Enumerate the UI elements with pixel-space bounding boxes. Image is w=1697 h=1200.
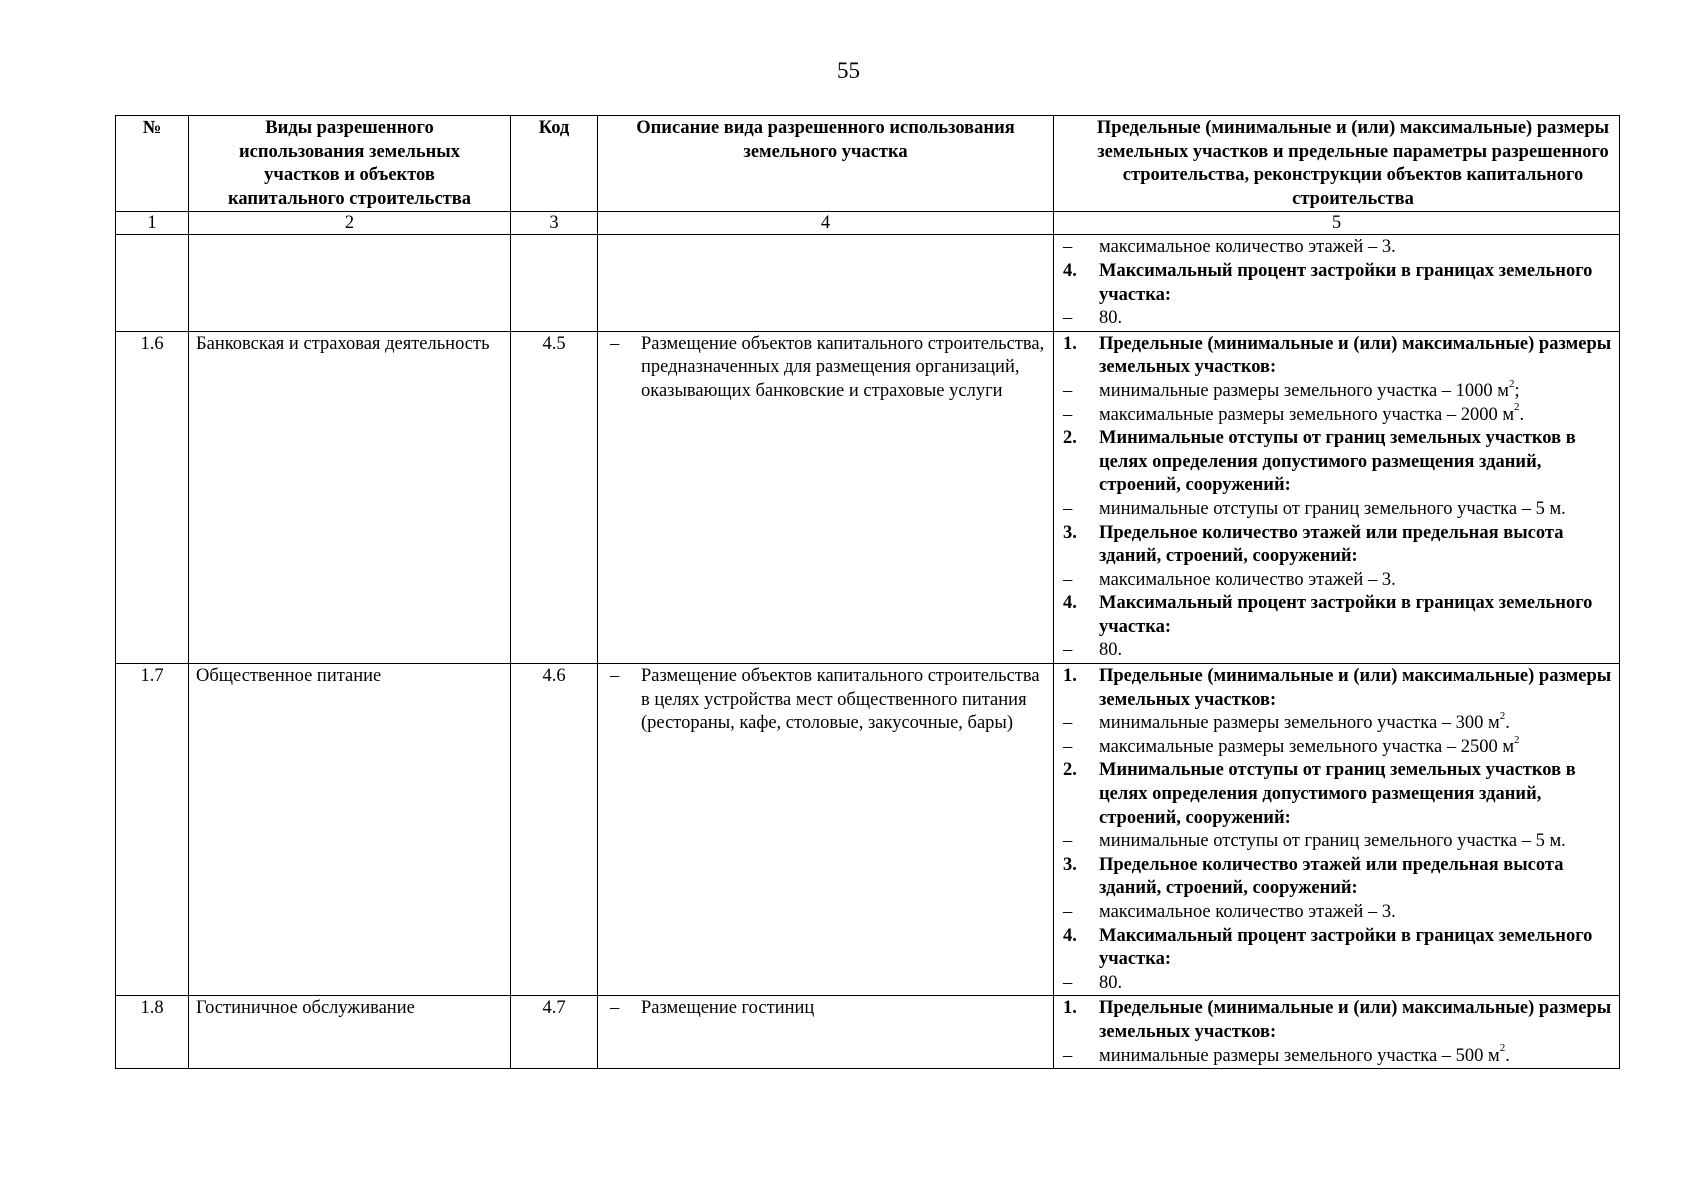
parameter-marker: 3.	[1063, 854, 1077, 875]
usage-description-cell	[598, 235, 1054, 331]
usage-code: 4.6	[511, 664, 598, 996]
column-number: 5	[1054, 212, 1620, 235]
parameter-marker: –	[1063, 902, 1073, 922]
parameter-text	[1099, 733, 1612, 760]
parameter-marker: 4.	[1063, 925, 1077, 946]
parameter-heading	[1061, 522, 1612, 569]
parameter-marker: 4.	[1063, 260, 1077, 281]
parameter-value	[1061, 377, 1612, 404]
parameter-text-content: минимальные размеры земельного участка – 1000 м	[1099, 380, 1509, 401]
row-number: 1.8	[116, 996, 189, 1069]
parameter-text	[1099, 854, 1612, 901]
table-row	[116, 996, 1620, 1069]
description-item	[605, 333, 1046, 404]
superscript: 2	[1509, 377, 1515, 390]
superscript: 2	[1514, 401, 1520, 414]
row-number	[116, 235, 189, 331]
parameter-value	[1061, 307, 1612, 331]
parameter-text-content: Минимальные отступы от границ земельных участков в целях определения допустимого размещения зданий, строений, сооружений:	[1099, 760, 1576, 828]
usage-code	[511, 235, 598, 331]
parameter-marker: –	[1063, 972, 1073, 993]
parameter-text-content: минимальные отступы от границ земельного участка – 5 м.	[1099, 498, 1566, 519]
row-number: 1.7	[116, 664, 189, 996]
parameter-text	[1099, 925, 1612, 972]
parameter-marker: 3.	[1063, 522, 1077, 543]
parameter-value	[1061, 498, 1612, 522]
table-row	[116, 235, 1620, 331]
header-code: Код	[511, 116, 598, 212]
column-number: 4	[598, 212, 1054, 235]
usage-description-cell	[598, 664, 1054, 996]
parameter-text-suffix: .	[1505, 1045, 1510, 1066]
parameter-text-suffix: .	[1519, 404, 1525, 425]
description-text: Размещение гостиниц	[641, 998, 815, 1019]
parameter-text-content: Максимальный процент застройки в границах земельного участка:	[1099, 260, 1593, 305]
parameter-text	[1099, 236, 1612, 260]
parameter-text	[1099, 639, 1612, 663]
parameter-heading	[1061, 427, 1612, 498]
column-number: 1	[116, 212, 189, 235]
parameter-text	[1099, 522, 1612, 569]
description-item	[605, 997, 1046, 1021]
parameter-text-content: Предельные (минимальные и (или) максимальные) размеры земельных участков:	[1099, 666, 1612, 710]
row-number: 1.6	[116, 331, 189, 663]
parameter-value	[1061, 972, 1612, 996]
parameter-text-content: 80.	[1099, 308, 1123, 329]
header-types: Виды разрешенного использования земельных участков и объектов капитального строительства	[189, 116, 511, 212]
parameter-marker: 1.	[1063, 998, 1077, 1019]
parameter-text-content: Максимальный процент застройки в границах земельного участка:	[1099, 925, 1593, 970]
parameter-text	[1099, 759, 1612, 830]
usage-type-name: Банковская и страховая деятельность	[189, 331, 511, 663]
parameter-text	[1099, 498, 1612, 522]
parameter-text-content: Предельные (минимальные и (или) максимальные) размеры земельных участков:	[1099, 998, 1612, 1042]
parameter-value	[1061, 901, 1612, 925]
parameter-text-suffix: ;	[1514, 380, 1520, 401]
page-number: 55	[837, 58, 860, 83]
parameter-text-content: максимальное количество этажей – 3.	[1099, 569, 1396, 590]
column-number: 3	[511, 212, 598, 235]
parameter-value	[1061, 733, 1612, 760]
parameter-marker: 1.	[1063, 666, 1077, 687]
parameter-marker: –	[1063, 237, 1073, 258]
header-row	[116, 116, 1620, 212]
parameter-marker: –	[1063, 498, 1073, 519]
parameter-text-content: максимальное количество этажей – 3.	[1099, 237, 1396, 258]
parameter-text	[1099, 260, 1612, 307]
dash-marker: –	[610, 333, 620, 354]
parameter-text-content: минимальные размеры земельного участка – 500 м	[1099, 1045, 1500, 1066]
parameter-marker: –	[1063, 831, 1073, 852]
parameters-cell	[1054, 996, 1620, 1069]
parameter-text-content: минимальные размеры земельного участка – 300 м	[1099, 713, 1500, 734]
parameter-text	[1099, 569, 1612, 593]
parameter-value	[1061, 401, 1612, 428]
parameters-cell	[1054, 235, 1620, 331]
parameter-heading	[1061, 333, 1612, 380]
parameter-heading	[1061, 592, 1612, 639]
parameter-marker: 2.	[1063, 760, 1077, 781]
parameter-text-content: максимальное количество этажей – 3.	[1099, 902, 1396, 922]
superscript: 2	[1499, 1042, 1506, 1055]
parameter-heading	[1061, 759, 1612, 830]
parameter-heading	[1061, 260, 1612, 307]
superscript: 2	[1514, 733, 1520, 746]
parameters-cell	[1054, 664, 1620, 996]
table-row	[116, 331, 1620, 663]
parameter-marker: –	[1063, 736, 1073, 757]
usage-type-name	[189, 235, 511, 331]
parameter-text	[1099, 333, 1612, 380]
usage-description-cell	[598, 331, 1054, 663]
parameter-text	[1099, 712, 1612, 736]
parameter-value	[1061, 569, 1612, 593]
parameter-marker: 1.	[1063, 333, 1077, 354]
usage-type-name: Гостиничное обслуживание	[189, 996, 511, 1069]
parameter-text-content: Предельное количество этажей или предельная высота зданий, строений, сооружений:	[1099, 854, 1564, 899]
parameter-text	[1099, 665, 1612, 712]
parameter-marker: –	[1063, 308, 1073, 329]
parameter-marker: –	[1063, 569, 1073, 590]
parameters-cell	[1054, 331, 1620, 663]
parameter-text-content: максимальные размеры земельного участка – 2500 м	[1099, 736, 1515, 757]
parameter-value	[1061, 236, 1612, 260]
header-no: №	[116, 116, 189, 212]
superscript: 2	[1499, 710, 1506, 723]
parameter-text	[1099, 307, 1612, 331]
description-text: Размещение объектов капитального строительства в целях устройства мест общественного питания (рестораны, кафе, столовые, закусочные, бары)	[641, 666, 1040, 734]
parameter-text-content: Максимальный процент застройки в границах земельного участка:	[1099, 593, 1593, 637]
parameter-value	[1061, 830, 1612, 854]
usage-code: 4.7	[511, 996, 598, 1069]
parameter-text	[1099, 972, 1612, 996]
parameter-text-content: минимальные отступы от границ земельного участка – 5 м.	[1099, 831, 1566, 852]
parameter-heading	[1061, 665, 1612, 712]
parameter-text-content: максимальные размеры земельного участка – 2000 м	[1099, 404, 1515, 425]
parameter-heading	[1061, 925, 1612, 972]
parameter-text-content: 80.	[1099, 640, 1123, 661]
land-use-table	[115, 115, 1620, 1069]
column-number-row	[116, 212, 1620, 235]
parameter-marker: –	[1063, 640, 1073, 661]
parameter-heading	[1061, 854, 1612, 901]
parameter-text-content: Предельные (минимальные и (или) максимальные) размеры земельных участков:	[1099, 333, 1612, 378]
usage-description-cell	[598, 996, 1054, 1069]
parameter-text	[1099, 592, 1612, 639]
parameter-text	[1099, 377, 1612, 404]
parameter-text	[1099, 1042, 1612, 1069]
parameter-text-content: 80.	[1099, 972, 1123, 993]
parameter-text	[1099, 427, 1612, 498]
parameter-text-content: Минимальные отступы от границ земельных участков в целях определения допустимого размещения зданий, строений, сооружений:	[1099, 428, 1576, 496]
parameter-text	[1099, 901, 1612, 925]
dash-marker: –	[610, 666, 620, 687]
parameter-text	[1099, 997, 1612, 1044]
dash-marker: –	[610, 998, 620, 1019]
parameter-marker: –	[1063, 404, 1073, 425]
parameter-text-content: Предельное количество этажей или предельная высота зданий, строений, сооружений:	[1099, 522, 1564, 567]
header-description: Описание вида разрешенного использования земельного участка	[598, 116, 1054, 212]
parameter-value	[1061, 712, 1612, 736]
parameter-value	[1061, 1042, 1612, 1069]
usage-code: 4.5	[511, 331, 598, 663]
parameter-marker: –	[1063, 713, 1073, 734]
usage-type-name: Общественное питание	[189, 664, 511, 996]
parameter-text-suffix: .	[1505, 713, 1510, 734]
parameter-text	[1099, 830, 1612, 854]
parameter-value	[1061, 639, 1612, 663]
parameter-text	[1099, 401, 1612, 428]
parameter-marker: 4.	[1063, 593, 1077, 614]
header-limits: Предельные (минимальные и (или) максимальные) размеры земельных участков и предельные параметры разрешенного строительства, реконструкции объектов капитального строительства	[1054, 116, 1620, 212]
parameter-marker: –	[1063, 1045, 1073, 1066]
description-item	[605, 665, 1046, 736]
description-text: Размещение объектов капитального строительства, предназначенных для размещения организаций, оказывающих банковские и страховые услуги	[641, 333, 1045, 401]
parameter-heading	[1061, 997, 1612, 1044]
parameter-marker: 2.	[1063, 428, 1077, 449]
table-row	[116, 664, 1620, 996]
table-body	[116, 235, 1620, 1069]
parameter-marker: –	[1063, 380, 1073, 401]
column-number: 2	[189, 212, 511, 235]
